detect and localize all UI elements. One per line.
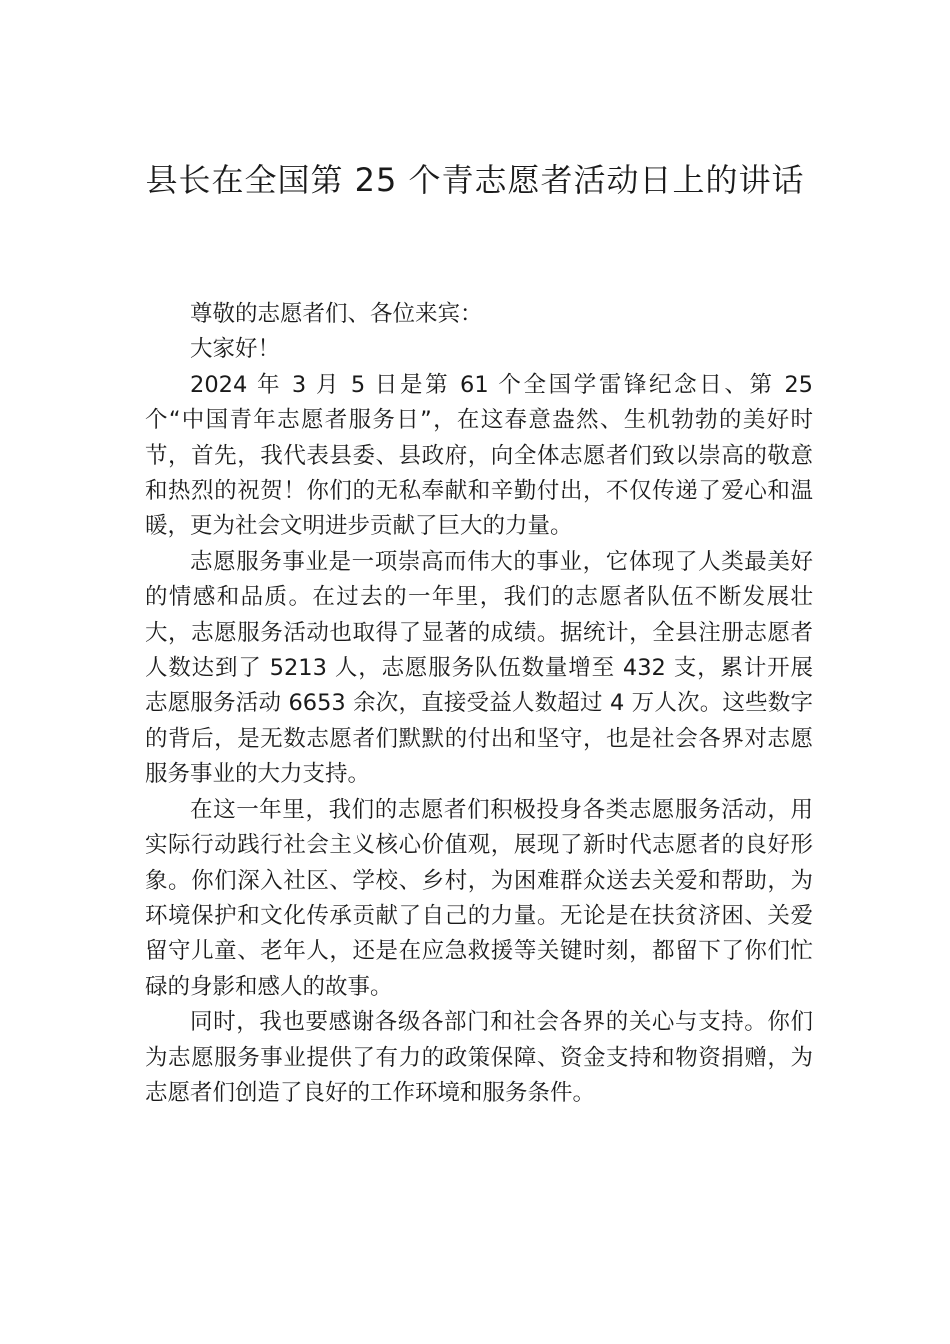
paragraph-1: 2024 年 3 月 5 日是第 61 个全国学雷锋纪念日、第 25 个“中国青年志愿者服务日”，在这春意盎然、生机勃勃的美好时节，首先，我代表县委、县政府，向全体志愿者们致以崇高的敬意和热烈的祝贺！你们的无私奉献和辛勤付出，不仅传递了爱心和温暖，更为社会文明进步贡献了巨大的力量。: [145, 371, 813, 540]
paragraph-2: 志愿服务事业是一项崇高而伟大的事业，它体现了人类最美好的情感和品质。在过去的一年里，我们的志愿者队伍不断发展壮大，志愿服务活动也取得了显著的成绩。据统计，全县注册志愿者人数达到了 5213 人，志愿服务队伍数量增至 432 支，累计开展志愿服务活动 6653 余次，直接受益人数超过 4 万人次。这些数字的背后，是无数志愿者们默默的付出和坚守，也是社会各界对志愿服务事业的大力支持。: [145, 548, 813, 788]
document-body: [145, 297, 813, 1111]
document-title: 县长在全国第 25 个青志愿者活动日上的讲话: [145, 161, 805, 199]
paragraph-4: 同时，我也要感谢各级各部门和社会各界的关心与支持。你们为志愿服务事业提供了有力的政策保障、资金支持和物资捐赠，为志愿者们创造了良好的工作环境和服务条件。: [145, 1009, 813, 1106]
salutation: 尊敬的志愿者们、各位来宾：: [190, 301, 483, 327]
greeting: 大家好！: [190, 336, 281, 363]
paragraph-3: 在这一年里，我们的志愿者们积极投身各类志愿服务活动，用实际行动践行社会主义核心价值观，展现了新时代志愿者的良好形象。你们深入社区、学校、乡村，为困难群众送去关爱和帮助，为环境保护和文化传承贡献了自己的力量。无论是在扶贫济困、关爱留守儿童、老年人，还是在应急救援等关键时刻，都留下了你们忙碌的身影和感人的故事。: [145, 796, 813, 1000]
